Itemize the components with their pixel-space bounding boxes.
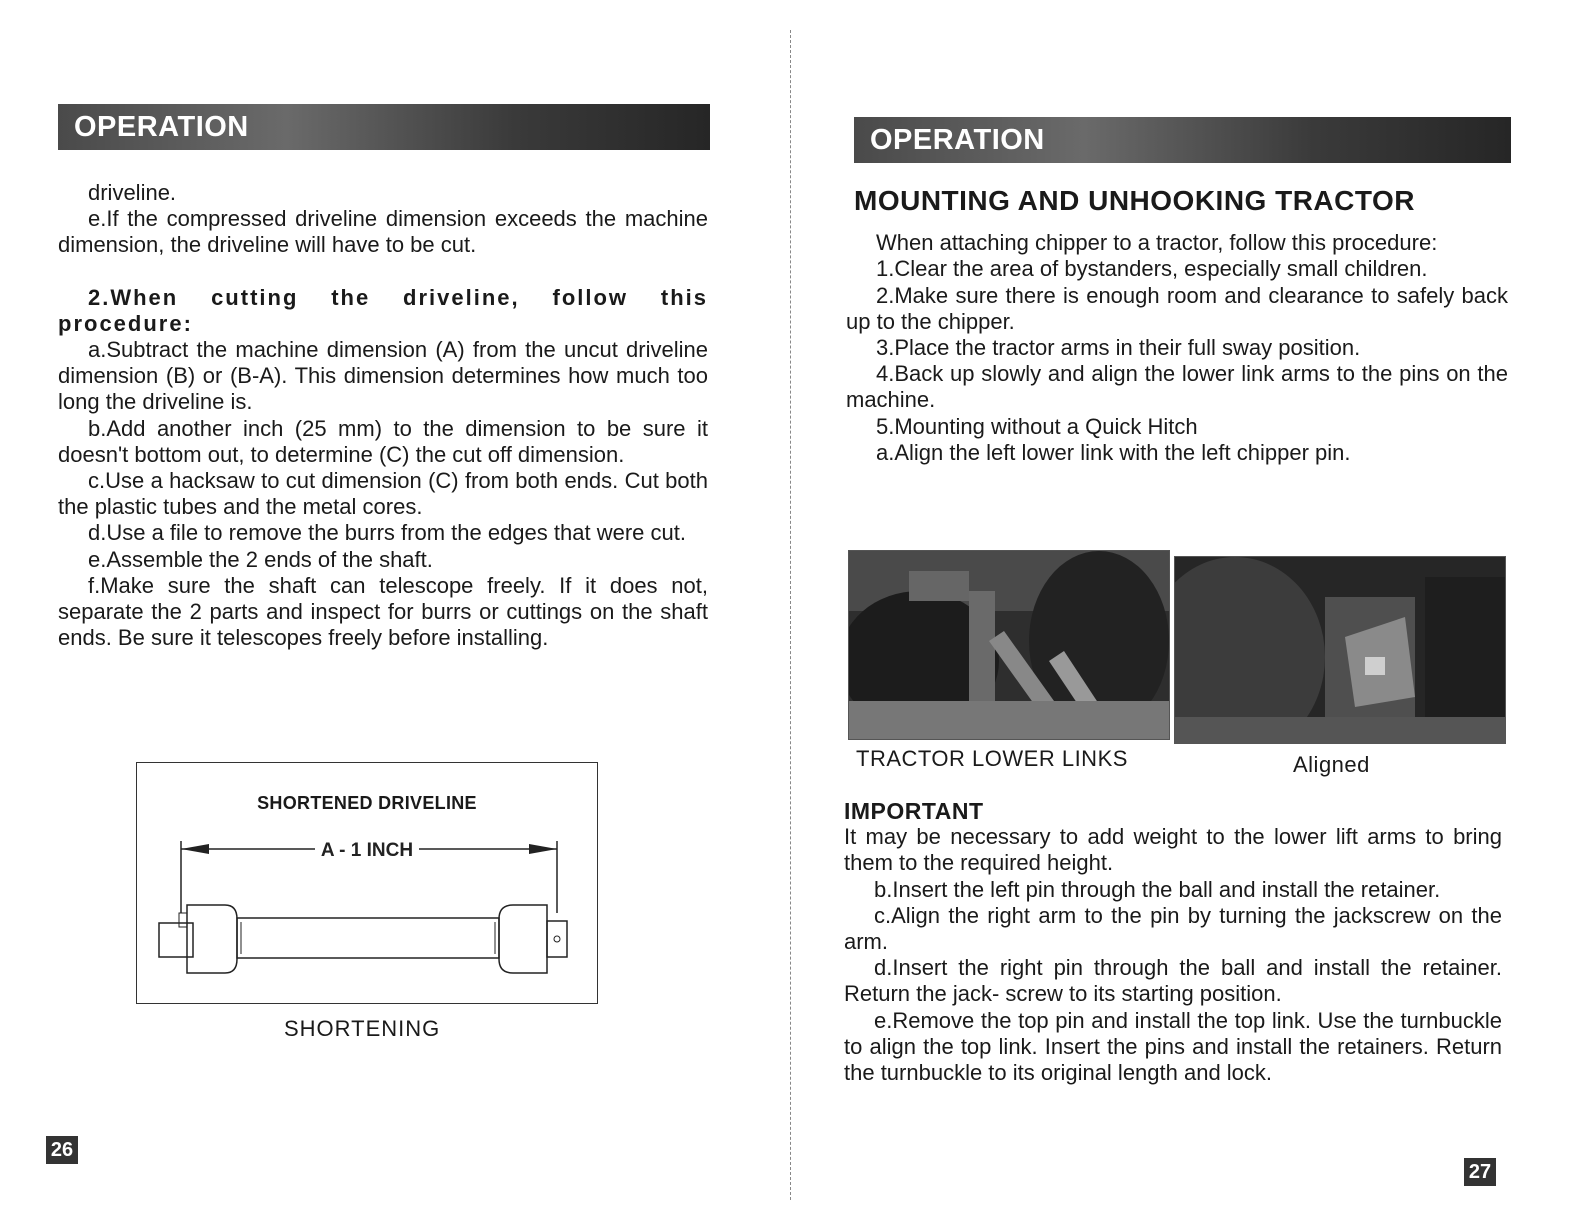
right-step-c: c.Align the right arm to the pin by turning the jackscrew on the arm. xyxy=(844,902,1502,955)
right-step-b: b.Insert the left pin through the ball and install the retainer. xyxy=(874,876,1441,902)
right-yoke xyxy=(499,905,547,973)
tractor-lower-links-photo xyxy=(848,550,1170,740)
important-heading: IMPORTANT xyxy=(844,798,984,824)
left-operation-header: OPERATION xyxy=(58,104,710,150)
right-body-text-top xyxy=(846,185,1508,466)
shortened-driveline-figure xyxy=(136,762,598,1004)
left-step-e: e.Assemble the 2 ends of the shaft. xyxy=(88,546,433,572)
right-stub xyxy=(547,921,567,957)
left-stub xyxy=(159,923,193,957)
left-para-1: driveline. xyxy=(88,180,177,205)
cutting-procedure-heading: 2.When cutting the driveline, follow this procedure: xyxy=(58,284,708,336)
right-step-2: 2.Make sure there is enough room and clearance to safely back up to the chipper. xyxy=(846,282,1508,334)
shortening-caption: SHORTENING xyxy=(284,1016,441,1041)
right-operation-header: OPERATION xyxy=(854,117,1511,163)
right-step-d: d.Insert the right pin through the ball and install the retainer. Return the jack- screw to its starting position. xyxy=(844,955,1502,1007)
left-yoke xyxy=(187,905,237,973)
left-para-2: e.If the compressed driveline dimension exceeds the machine dimension, the driveline will have to be cut. xyxy=(58,206,708,258)
driveline-diagram xyxy=(137,763,599,1005)
right-pin xyxy=(554,936,560,942)
left-body-text xyxy=(58,180,708,651)
right-step-1: 1.Clear the area of bystanders, especially small children. xyxy=(876,256,1428,282)
driveline-tube xyxy=(237,918,499,958)
left-step-f: f.Make sure the shaft can telescope freely. If it does not, separate the 2 parts and inspect for burrs or cuttings on the shaft ends. Be sure it telescopes freely before installing. xyxy=(58,572,708,651)
left-latch xyxy=(179,913,187,927)
important-text: It may be necessary to add weight to the lower lift arms to bring them to the required height. xyxy=(844,824,1502,876)
left-step-c: c.Use a hacksaw to cut dimension (C) from both ends. Cut both the plastic tubes and the metal cores. xyxy=(58,468,708,520)
aligned-photo xyxy=(1174,556,1506,744)
arrow-right-icon xyxy=(529,844,557,854)
page-number-26: 26 xyxy=(46,1136,78,1164)
right-step-4: 4.Back up slowly and align the lower link arms to the pins on the machine. xyxy=(846,361,1508,413)
right-step-a: a.Align the left lower link with the left chipper pin. xyxy=(876,439,1351,465)
right-step-3: 3.Place the tractor arms in their full sway position. xyxy=(876,335,1361,361)
right-body-text-bottom xyxy=(844,798,1502,1086)
left-step-a: a.Subtract the machine dimension (A) from the uncut driveline dimension (B) or (B-A). This dimension determines how much too long the driveline is. xyxy=(58,337,708,415)
left-step-d: d.Use a file to remove the burrs from the edges that were cut. xyxy=(88,520,686,546)
arrow-left-icon xyxy=(181,844,209,854)
figure-title: SHORTENED DRIVELINE xyxy=(257,793,477,813)
right-step-e: e.Remove the top pin and install the top link. Use the turnbuckle to align the top link. Insert the pins and install the retainers. Return the turnbuckle to its original length and lock. xyxy=(844,1007,1502,1086)
page-divider xyxy=(790,30,791,1200)
dimension-label: A - 1 INCH xyxy=(320,840,414,861)
mounting-section-title: MOUNTING AND UNHOOKING TRACTOR xyxy=(854,185,1415,216)
left-step-b: b.Add another inch (25 mm) to the dimension to be sure it doesn't bottom out, to determine (C) the cut off dimension. xyxy=(58,415,708,467)
page-number-27: 27 xyxy=(1464,1158,1496,1186)
right-intro: When attaching chipper to a tractor, follow this procedure: xyxy=(876,230,1438,256)
right-step-5: 5.Mounting without a Quick Hitch xyxy=(876,413,1198,439)
aligned-caption: Aligned xyxy=(1293,752,1370,777)
tractor-lower-links-caption: TRACTOR LOWER LINKS xyxy=(856,746,1128,771)
